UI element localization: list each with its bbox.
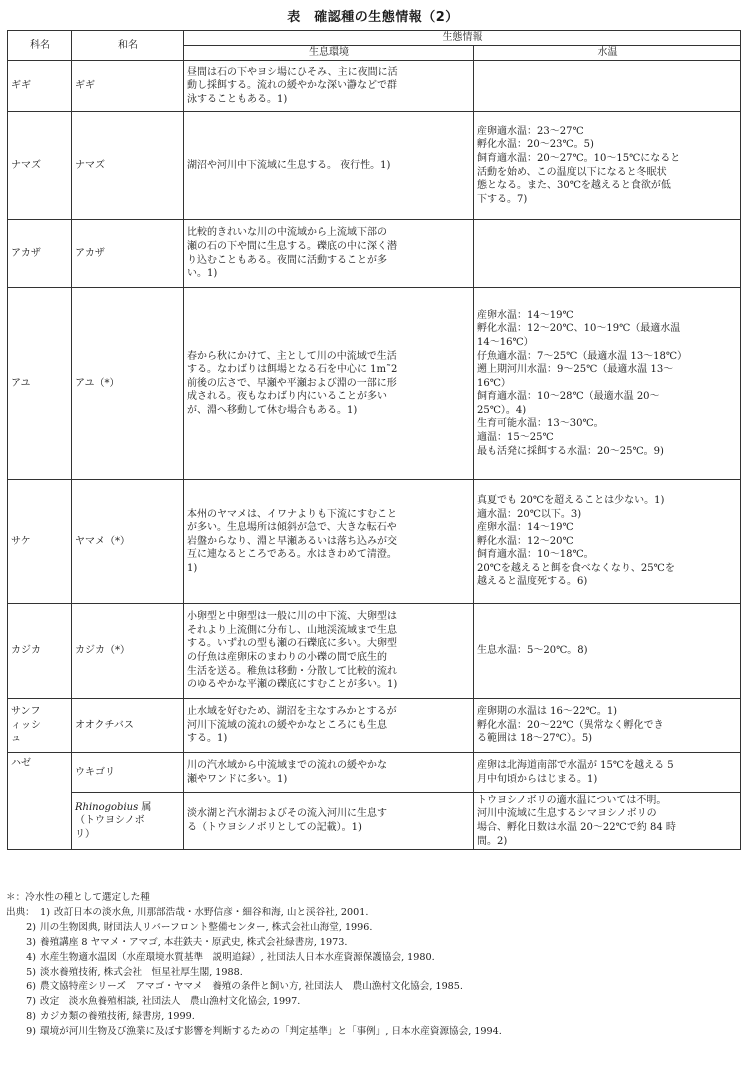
source-entry <box>6 921 742 936</box>
table-title: 表 確認種の生態情報（2） <box>287 10 459 25</box>
family-cell <box>8 699 72 753</box>
water-temp-line: 月中旬頃からはじまる。1) <box>477 773 598 785</box>
habitat-line: 比較的きれいな川の中流域から上流域下部の <box>187 227 387 239</box>
sources-list <box>6 906 742 1040</box>
family-name: アユ <box>11 377 31 389</box>
family-name: カジカ <box>11 645 41 657</box>
habitat-cell <box>184 112 474 220</box>
species-name-cell <box>72 112 184 220</box>
water-temp-line: 飼育適水温：10～18℃。 <box>477 549 594 561</box>
water-temp-line: 生息水温：5～20℃。8) <box>477 645 588 657</box>
water-temp-line: 適温：15～25℃ <box>477 432 554 444</box>
source-entry <box>6 1025 742 1040</box>
water-temp-line: 越えると温度死する。6) <box>477 576 588 588</box>
species-name-cell <box>72 61 184 112</box>
habitat-line: が多い。生息場所は傾斜が急で、大きな転石や <box>187 522 397 534</box>
table-row <box>8 112 741 220</box>
water-temp-line: 産卵水温：14～19℃ <box>477 309 574 321</box>
water-temp-line: 産卵は北海道南部で水温が 15℃を越える 5 <box>477 759 674 771</box>
table-row <box>8 753 741 793</box>
water-temp-line: 飼育適水温：20～27℃。10～15℃になると <box>477 152 681 164</box>
habitat-cell <box>184 61 474 112</box>
water-temp-line: 仔魚適水温：7～25℃（最適水温 13～18℃） <box>477 350 688 362</box>
habitat-line: 止水域を好むため、湖沼を主なすみかとするが <box>187 706 397 718</box>
habitat-line: 泳することもある。1) <box>187 93 288 105</box>
water-temp-line: る範囲は 18～27℃）。5) <box>477 733 593 745</box>
source-text: 環境が河川生物及び漁業に及ぼす影響を判断するための「判定基準」と「事例」, 日本水産資源協会, 1994. <box>40 1026 502 1038</box>
habitat-line: それより上流側に分布し、山地渓流域まで生息 <box>187 624 397 636</box>
habitat-cell <box>184 793 474 850</box>
family-cell <box>8 61 72 112</box>
family-name: ギギ <box>11 80 31 92</box>
water-temp-line: 産卵適水温：23～27℃ <box>477 125 584 137</box>
source-text: 川の生物図典, 財団法人リバーフロント整備センター, 株式会社山海堂, 1996. <box>40 921 373 933</box>
habitat-line: 昼間は石の下やヨシ場にひそみ、主に夜間に活 <box>187 66 398 78</box>
habitat-line: 互に連なるところである。水はきわめて清澄。 <box>187 549 397 561</box>
species-name-cell <box>72 793 184 850</box>
habitat-cell <box>184 480 474 604</box>
table-row <box>8 288 741 480</box>
source-number: 8) <box>26 1011 36 1023</box>
species-name-cell <box>72 220 184 288</box>
source-number: 5) <box>26 966 36 978</box>
family-cell <box>8 604 72 699</box>
source-entry <box>6 1010 742 1025</box>
water-temp-line: 孵化水温：20～22℃（異常なく孵化でき <box>477 719 664 731</box>
source-text: 水産生物適水温図（水産環境水質基準 説明追録）, 社団法人日本水産資源保護協会, 1980. <box>40 951 435 963</box>
species-name: アカザ <box>75 247 105 259</box>
species-name-cell <box>72 753 184 793</box>
family-name: ナマズ <box>11 159 41 171</box>
family-name: サンフ <box>11 706 41 718</box>
table-row <box>8 604 741 699</box>
habitat-line: 春から秋にかけて、主として川の中流域で生活 <box>187 350 397 362</box>
source-entry <box>6 951 742 966</box>
species-name: ウキゴリ <box>75 766 115 778</box>
family-cell <box>8 220 72 288</box>
family-name: アカザ <box>11 247 41 259</box>
species-name: ヤマメ（*） <box>75 535 130 547</box>
species-name: オオクチバス <box>75 719 134 731</box>
habitat-line: る（トウヨシノボリとしての記載）。1) <box>187 822 362 833</box>
source-text: カジカ類の養殖技術, 緑書房, 1999. <box>40 1011 195 1023</box>
water-temp-line: 飼育適水温：10～28℃（最適水温 20～ <box>477 391 660 403</box>
source-number: 9) <box>26 1026 36 1038</box>
habitat-line: 生活を送る。稚魚は移動・分散して比較的流れ <box>187 665 397 677</box>
source-entry <box>6 966 742 981</box>
header-habitat: 生息環境 <box>184 46 474 61</box>
habitat-line: 湖沼や河川中下流域に生息する。 夜行性。1) <box>187 159 391 171</box>
habitat-line: 河川下流域の流れの緩やかなところにも生息 <box>187 719 387 731</box>
water-temp-line: 25℃）。4) <box>477 404 527 416</box>
footnote: ＊：冷水性の種として選定した種 <box>6 892 150 903</box>
ecology-table <box>7 30 741 850</box>
family-name: ュ <box>11 733 21 745</box>
header-family: 科名 <box>8 31 72 61</box>
water-temp-line: 14～16℃） <box>477 336 534 348</box>
water-temp-line: 生育可能水温：13～30℃。 <box>477 418 604 430</box>
source-text: 農文協特産シリーズ アマゴ・ヤマメ 養殖の条件と飼い方, 社団法人 農山漁村文化協会, 1985. <box>40 981 463 993</box>
source-entry <box>6 936 742 951</box>
water-temp-cell <box>474 793 741 850</box>
habitat-line: する。いずれの型も瀬の石礫底に多い。大卵型 <box>187 638 397 650</box>
source-text: 養殖講座 8 ヤマメ・アマゴ, 本荘鉄夫・原武史, 株式会社緑書房, 1973. <box>40 936 348 948</box>
source-number: 4) <box>26 951 36 963</box>
water-temp-cell <box>474 61 741 112</box>
habitat-line: い。1) <box>187 268 218 280</box>
family-cell <box>8 288 72 480</box>
species-name-cell <box>72 288 184 480</box>
water-temp-line: 場合、孵化日数は水温 20～22℃で約 84 時 <box>477 822 676 833</box>
water-temp-line: 適水温：20℃以下。3) <box>477 508 582 520</box>
habitat-line: 小卵型と中卵型は一般に川の中下流、大卵型は <box>187 611 397 623</box>
source-entry <box>6 906 742 921</box>
water-temp-line: 産卵期の水温は 16～22℃。1) <box>477 706 618 718</box>
source-number: 7) <box>26 996 36 1008</box>
habitat-line: 前後の広さで、早瀬や平瀬および淵の一部に形 <box>187 377 397 389</box>
species-name-line: リ） <box>75 828 95 840</box>
habitat-cell <box>184 288 474 480</box>
water-temp-line: 16℃） <box>477 377 511 389</box>
habitat-line: 瀬やワンドに多い。1) <box>187 773 288 785</box>
species-name: カジカ（*） <box>75 645 130 657</box>
species-name-cell <box>72 604 184 699</box>
habitat-line: 淡水湖と汽水湖およびその流入河川に生息す <box>187 808 387 820</box>
water-temp-line: 20℃を越えると餌を食べなくなり、25℃を <box>477 562 675 574</box>
species-name: ナマズ <box>75 159 105 171</box>
species-name-line: （トウヨシノボ <box>75 815 145 827</box>
water-temp-line: 最も活発に採餌する水温：20～25℃。9) <box>477 445 664 457</box>
table-body <box>8 61 741 850</box>
habitat-line: の仔魚は産卵床のまわりの小礫の間で底生的 <box>187 652 387 663</box>
water-temp-cell <box>474 753 741 793</box>
water-temp-cell <box>474 112 741 220</box>
family-name: ィッシ <box>11 719 41 731</box>
family-cell <box>8 480 72 604</box>
habitat-line: 岩盤からなり、淵と早瀬あるいは落ち込みが交 <box>187 535 397 547</box>
habitat-cell <box>184 604 474 699</box>
notes <box>6 891 742 1040</box>
source-number: 3) <box>26 936 36 948</box>
water-temp-line: 間。2) <box>477 835 508 847</box>
species-name-cell <box>72 699 184 753</box>
table-row <box>8 220 741 288</box>
water-temp-cell <box>474 480 741 604</box>
habitat-cell <box>184 753 474 793</box>
habitat-line: り込むこともある。夜間に活動することが多 <box>187 254 387 266</box>
water-temp-line: 態となる。また、30℃を越えると食欲が低 <box>477 180 671 192</box>
source-number: 6) <box>26 981 36 993</box>
scientific-name: Rhinogobius <box>75 801 139 813</box>
family-name: ハゼ <box>11 758 31 769</box>
water-temp-line: 活動を始め、この温度以下になると冬眠状 <box>477 166 667 178</box>
water-temp-cell <box>474 288 741 480</box>
source-entry <box>6 995 742 1010</box>
source-number: 2) <box>26 921 36 933</box>
source-text: 改定 淡水魚養殖相談, 社団法人 農山漁村文化協会, 1997. <box>40 996 301 1008</box>
family-cell <box>8 112 72 220</box>
water-temp-line: 孵化水温：20～23℃。5) <box>477 139 594 151</box>
water-temp-line: トウヨシノボリの適水温については不明。 <box>477 794 667 806</box>
header-temp: 水温 <box>474 46 741 61</box>
table-row <box>8 480 741 604</box>
habitat-line: する。1) <box>187 733 228 745</box>
habitat-cell <box>184 699 474 753</box>
source-entry <box>6 980 742 995</box>
table-row <box>8 793 741 850</box>
water-temp-line: 産卵水温：14～19℃ <box>477 522 574 534</box>
source-text: 淡水養殖技術, 株式会社 恒星社厚生閣, 1988. <box>40 966 243 978</box>
water-temp-line: 河川中流域に生息するシマヨシノボリの <box>477 808 657 820</box>
table-row <box>8 61 741 112</box>
water-temp-cell <box>474 220 741 288</box>
water-temp-line: 真夏でも 20℃を超えることは少ない。1) <box>477 494 665 506</box>
habitat-line: 成される。夜もなわばり内にいることが多い <box>187 391 387 403</box>
species-name: ギギ <box>75 80 95 92</box>
habitat-line: 動し採餌する。流れの緩やかな深い瀞などで群 <box>187 80 397 92</box>
source-number: 1) <box>40 906 50 918</box>
source-text: 改訂日本の淡水魚, 川那部浩哉・水野信彦・細谷和海, 山と渓谷社, 2001. <box>54 906 369 918</box>
habitat-line: が、淵へ移動して休む場合もある。1) <box>187 404 358 416</box>
water-temp-line: 孵化水温：12～20℃ <box>477 535 574 547</box>
water-temp-line: 遡上期河川水温：9～25℃（最適水温 13～ <box>477 364 674 376</box>
species-name: アユ（*） <box>75 377 120 389</box>
habitat-line: 1) <box>187 562 198 574</box>
water-temp-cell <box>474 604 741 699</box>
habitat-line: 川の汽水域から中流域までの流れの緩やかな <box>187 759 387 771</box>
sources-label: 出典： <box>6 906 35 918</box>
habitat-line: する。なわばりは餌場となる石を中心に 1m˜2 <box>187 364 398 376</box>
header-name: 和名 <box>72 31 184 61</box>
water-temp-line: 下する。7) <box>477 193 528 205</box>
header-eco: 生態情報 <box>184 31 741 46</box>
habitat-line: 瀬の石の下や間に生息する。礫底の中に深く潜 <box>187 240 397 252</box>
habitat-cell <box>184 220 474 288</box>
water-temp-line: 孵化水温：12～20℃、10～19℃（最適水温 <box>477 323 681 335</box>
family-cell <box>8 753 72 850</box>
family-name: サケ <box>11 535 31 547</box>
table-row <box>8 699 741 753</box>
water-temp-cell <box>474 699 741 753</box>
habitat-line: 本州のヤマメは、イワナよりも下流にすむこと <box>187 508 397 520</box>
genus-suffix: 属 <box>138 801 152 813</box>
habitat-line: のゆるやかな平瀬の礫底にすむことが多い。1) <box>187 679 398 691</box>
species-name-cell <box>72 480 184 604</box>
